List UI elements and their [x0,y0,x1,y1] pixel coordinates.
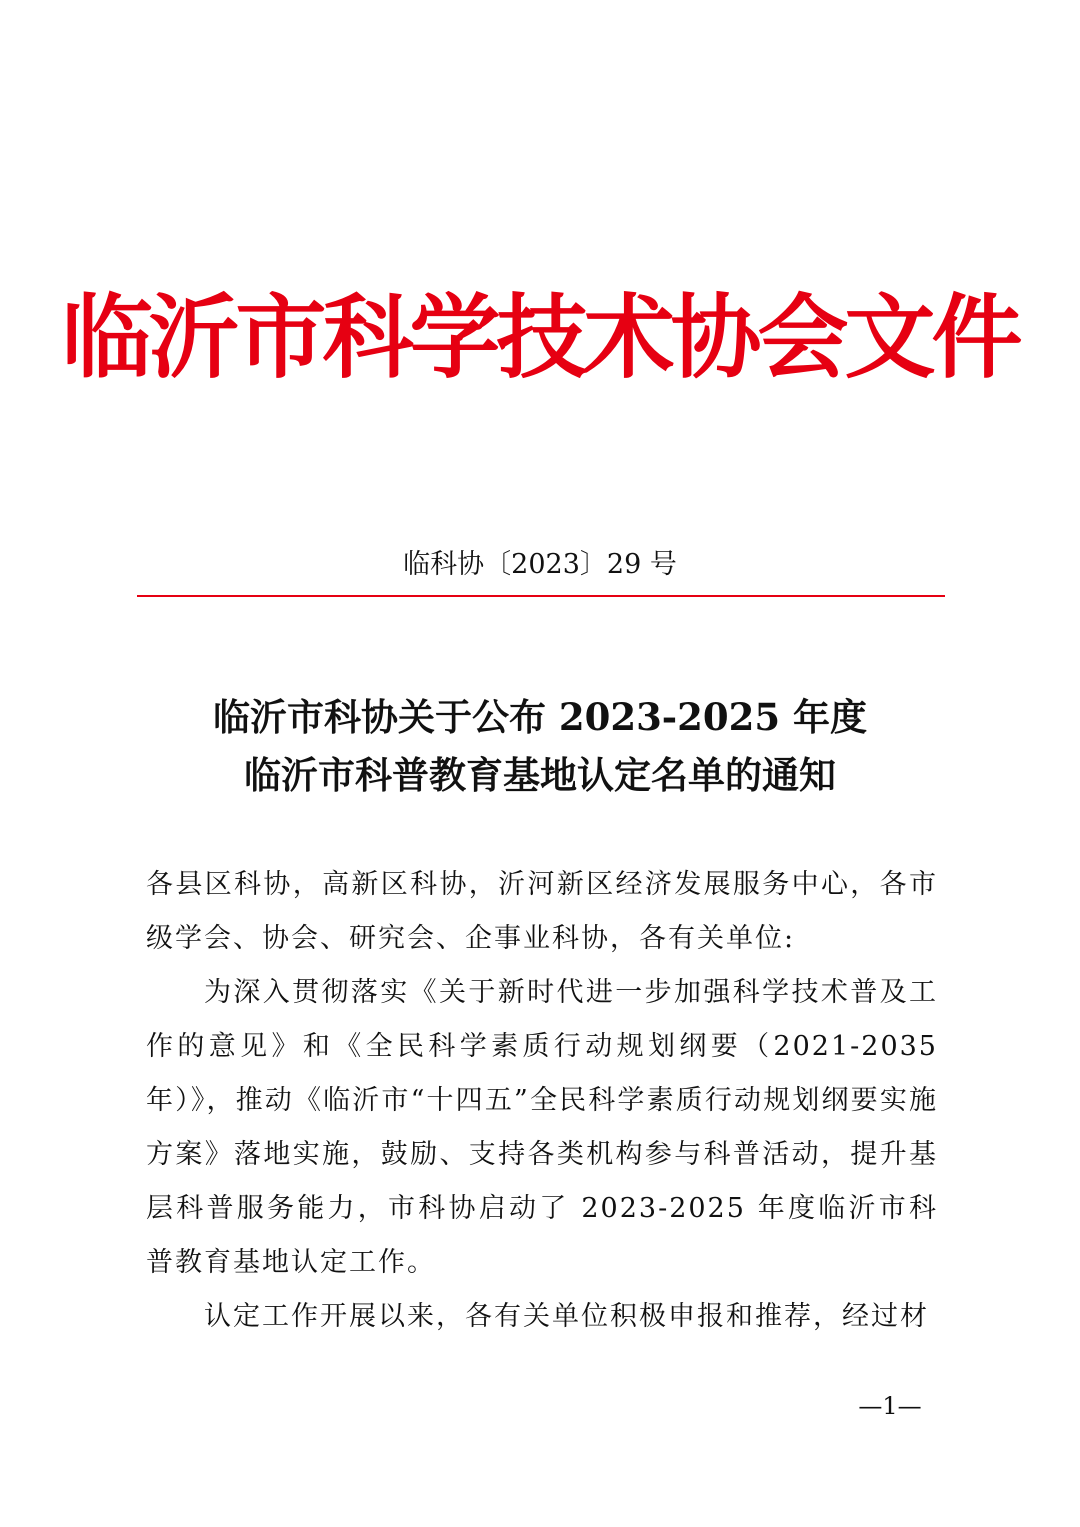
document-number: 临科协〔2023〕29 号 [403,549,677,580]
body-paragraph-2: 认定工作开展以来，各有关单位积极申报和推荐，经过材 [204,1301,929,1332]
notice-body [146,858,938,1344]
masthead-title: 临沂市科学技术协会文件 [61,285,1019,391]
body-paragraph-1: 为深入贯彻落实《关于新时代进一步加强科学技术普及工作的意见》和《全民科学素质行动规划纲要（2021-2035 年）》，推动《临沂市“十四五”全民科学素质行动规划纲要实施方案》落地实施，鼓励、支持各类机构参与科普活动，提升基层科普服务能力，市科协启动了 2023-2025 年度临沂市科普教育基地认定工作。 [146,977,938,1278]
notice-title [0,688,1080,804]
page-number: —1— [858,1392,922,1420]
notice-title-line-1: 临沂市科协关于公布 2023-2025 年度 [212,695,868,739]
red-divider-line [137,595,945,597]
addressee-paragraph: 各县区科协，高新区科协，沂河新区经济发展服务中心，各市级学会、协会、研究会、企事业科协，各有关单位: [146,869,938,954]
notice-title-line-2: 临沂市科普教育基地认定名单的通知 [244,753,836,797]
